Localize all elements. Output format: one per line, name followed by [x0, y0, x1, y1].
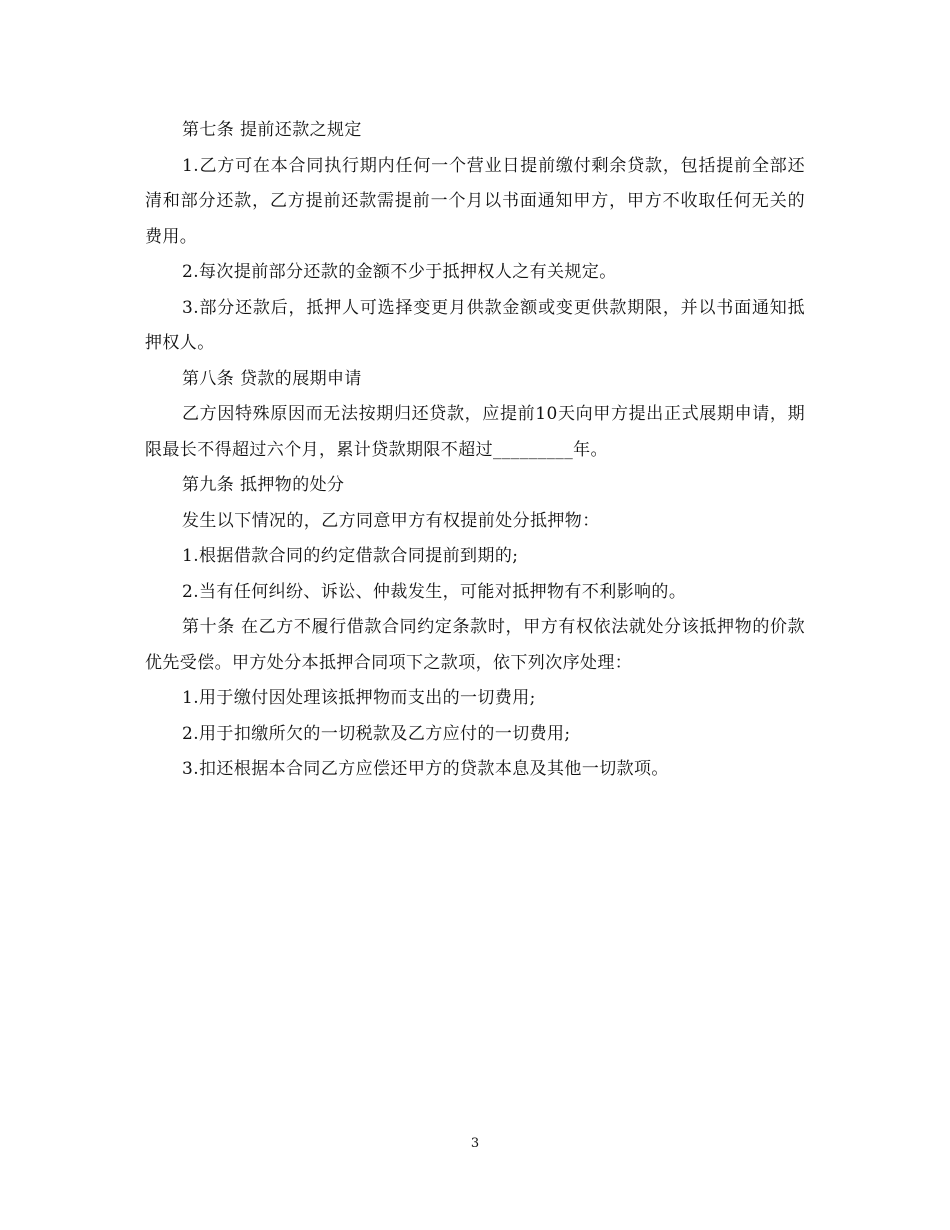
article-9-clause-2: 2.当有任何纠纷、诉讼、仲裁发生，可能对抵押物有不利影响的。	[182, 581, 687, 602]
article-10-clause-3: 3.扣还根据本合同乙方应偿还甲方的贷款本息及其他一切款项。	[182, 759, 669, 779]
page-number: 3	[470, 1136, 480, 1151]
article-7-clause-3: 3.部分还款后，抵押人可选择变更月供款金额或变更供款期限，并以书面通知抵押权人。	[145, 297, 805, 353]
article-7-heading: 第七条 提前还款之规定	[182, 120, 362, 140]
article-7-clause-2: 2.每次提前部分还款的金额不少于抵押权人之有关规定。	[182, 262, 617, 282]
article-9-heading: 第九条 抵押物的处分	[182, 475, 345, 495]
article-8-body: 乙方因特殊原因而无法按期归还贷款，应提前10天向甲方提出正式展期申请，期限最长不得超过六个月，累计贷款期限不超过_________年。	[145, 404, 805, 460]
article-7-clause-1: 1.乙方可在本合同执行期内任何一个营业日提前缴付剩余贷款，包括提前全部还清和部分还款，乙方提前还款需提前一个月以书面通知甲方，甲方不收取任何无关的费用。	[145, 155, 805, 247]
article-10-body: 第十条 在乙方不履行借款合同约定条款时，甲方有权依法就处分该抵押物的价款优先受偿。甲方处分本抵押合同项下之款项，依下列次序处理：	[145, 617, 805, 673]
article-10-clause-1: 1.用于缴付因处理该抵押物而支出的一切费用;	[182, 688, 536, 708]
article-9-clause-1: 1.根据借款合同的约定借款合同提前到期的;	[182, 546, 519, 566]
article-8-heading: 第八条 贷款的展期申请	[182, 368, 362, 389]
article-10-clause-2: 2.用于扣缴所欠的一切税款及乙方应付的一切费用;	[182, 723, 571, 744]
document-body	[145, 113, 805, 788]
article-9-intro: 发生以下情况的，乙方同意甲方有权提前处分抵押物：	[182, 510, 600, 531]
